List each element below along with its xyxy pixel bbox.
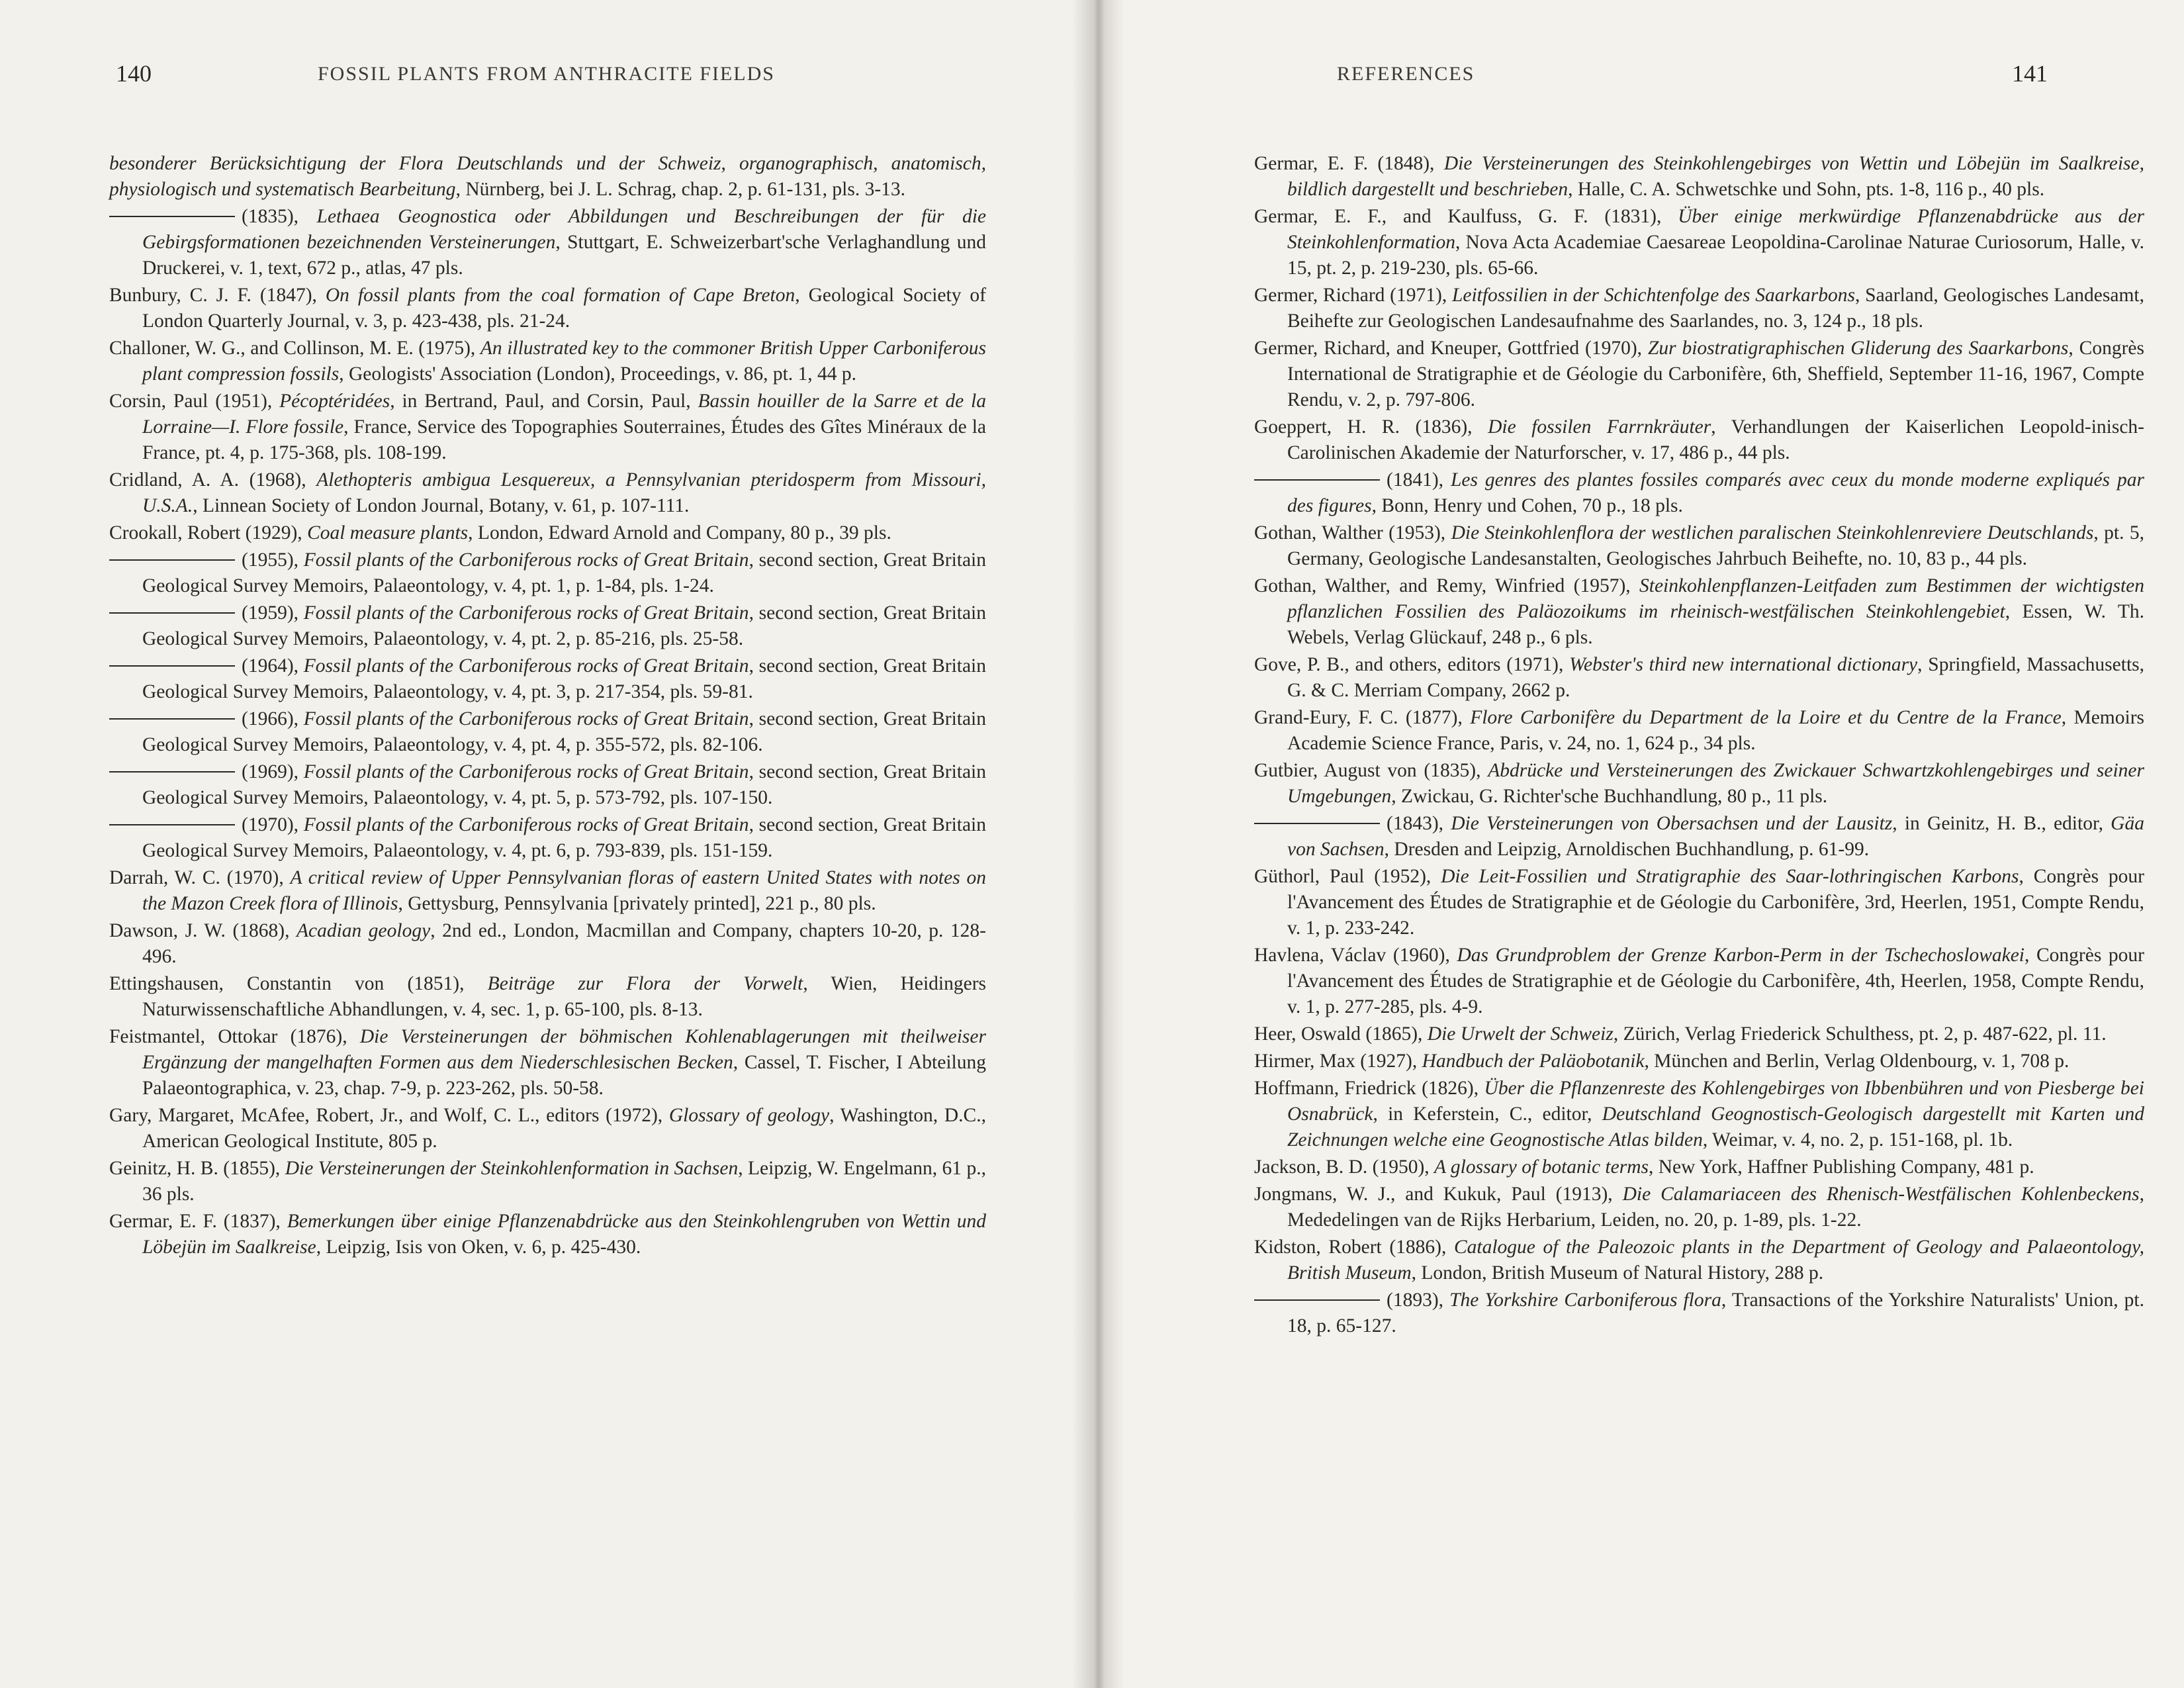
reference-entry <box>1254 204 2144 281</box>
reference-entry <box>1254 1076 2144 1153</box>
reference-author: (1841), <box>1387 469 1451 491</box>
reference-details: , Saarland, Geologisches Landesamt, Beihefte zur Geologischen Landesaufnahme des Saarlandes, no. 3, 124 p., 18 pls. <box>1287 285 2144 332</box>
reference-title: Catalogue of the Paleozoic plants in the Department of Geology and Palaeontology, British Museum <box>1287 1237 2144 1284</box>
reference-details: , Gettysburg, Pennsylvania [privately printed], 221 p., 80 pls. <box>398 893 876 914</box>
reference-title: Flore Carbonifère du Department de la Loire et du Centre de la France <box>1470 707 2062 728</box>
reference-details: , London, British Museum of Natural History, 288 p. <box>1411 1262 1824 1284</box>
reference-details: , Zürich, Verlag Friederick Schulthess, pt. 2, p. 487-622, pl. 11. <box>1613 1023 2107 1045</box>
reference-entry <box>109 1103 986 1154</box>
reference-author: Jongmans, W. J., and Kukuk, Paul (1913), <box>1254 1184 1623 1205</box>
reference-entry <box>109 1156 986 1207</box>
reference-title: Gäa von Sachsen <box>1287 813 2144 860</box>
reference-title: Fossil plants of the Carboniferous rocks of Great Britain <box>303 602 749 624</box>
same-author-dash <box>109 718 235 720</box>
reference-details: , Wien, Heidingers Naturwissenschaftliche Abhandlungen, v. 4, sec. 1, p. 65-100, pls. 8-13. <box>142 973 987 1020</box>
reference-entry <box>1254 705 2144 757</box>
reference-author: Crookall, Robert (1929), <box>109 522 308 543</box>
reference-entry <box>109 1209 986 1260</box>
reference-title: Handbuch der Paläobotanik <box>1422 1051 1645 1072</box>
reference-details: , Washington, D.C., American Geological Institute, 805 p. <box>142 1105 986 1152</box>
reference-author: Bunbury, C. J. F. (1847), <box>109 285 326 306</box>
reference-author: Germar, E. F. (1837), <box>109 1211 287 1232</box>
reference-title: Die Calamariaceen des Rhenisch-Westfälischen Kohlenbeckens <box>1622 1184 2140 1205</box>
reference-author: Havlena, Václav (1960), <box>1254 945 1457 966</box>
reference-entry <box>109 1024 986 1102</box>
reference-title: Fossil plants of the Carboniferous rocks of Great Britain <box>303 708 749 729</box>
same-author-dash <box>109 665 235 667</box>
reference-details: , Verhandlungen der Kaiserlichen Leopold-inisch-Carolinischen Akademie der Naturforscher, v. 17, 486 p., 44 pls. <box>1287 416 2145 463</box>
reference-details: , Congrès pour l'Avancement des Études de Stratigraphie et de Géologie du Carbonifère, 4th, Heerlen, 1958, Compte Rendu, v. 1, p. 277-285, pls. 4-9. <box>1287 945 2144 1017</box>
reference-title: Über die Pflanzenreste des Kohlengebirges von Ibbenbühren und von Piesberge bei Osnabrück <box>1287 1078 2144 1125</box>
reference-author: Dawson, J. W. (1868), <box>109 920 296 941</box>
reference-title: besonderer Berücksichtigung der Flora Deutschlands und der Schweiz, organographisch, anatomisch, physiologisch und systematisch Bearbeitung <box>109 153 986 200</box>
reference-entry <box>109 283 986 334</box>
reference-details: , Dresden and Leipzig, Arnoldischen Buchhandlung, p. 61-99. <box>1384 839 1870 860</box>
reference-author: (1964), <box>242 655 304 677</box>
reference-author: (1959), <box>242 602 304 624</box>
reference-details: , Congrès pour l'Avancement des Études de Stratigraphie et de Géologie du Carbonifère, 3rd, Heerlen, 1951, Compte Rendu, v. 1, p. 233-242. <box>1287 866 2144 939</box>
reference-entry <box>1254 1288 2144 1339</box>
reference-title: Abdrücke und Versteinerungen des Zwickauer Schwartzkohlengebirges und seiner Umgebungen <box>1287 760 2144 807</box>
reference-entry <box>1254 943 2144 1020</box>
reference-details: , Springfield, Massachusetts, G. & C. Merriam Company, 2662 p. <box>1287 654 2144 701</box>
reference-title: Bemerkungen über einige Pflanzenabdrücke aus den Steinkohlengruben von Wettin und Löbejün im Saalkreise <box>142 1211 986 1258</box>
reference-author: Heer, Oswald (1865), <box>1254 1023 1428 1045</box>
reference-details: , pt. 5, Germany, Geologische Landesanstalten, Geologisches Jahrbuch Beihefte, no. 10, 83 p., 44 pls. <box>1287 522 2145 569</box>
reference-author: Geinitz, H. B. (1855), <box>109 1158 285 1179</box>
reference-details: , Essen, W. Th. Webels, Verlag Glückauf, 248 p., 6 pls. <box>1287 601 2144 648</box>
reference-entry <box>1254 336 2144 413</box>
reference-entry <box>109 812 986 864</box>
reference-entry <box>109 653 986 705</box>
reference-author: Germar, E. F. (1848), <box>1254 153 1444 174</box>
reference-entry <box>1254 1154 2144 1180</box>
reference-details: , Congrès International de Stratigraphie et de Géologie du Carbonifère, 6th, Sheffield, September 11-16, 1967, Compte Rendu, v. 2, p. 797-806. <box>1287 338 2145 410</box>
reference-details: , Nova Acta Academiae Caesareae Leopoldina-Carolinae Naturae Curiosorum, Halle, v. 15, pt. 2, p. 219-230, pls. 65-66. <box>1287 232 2144 279</box>
reference-author: (1843), <box>1387 813 1451 834</box>
same-author-dash <box>109 771 235 773</box>
reference-author: Germer, Richard (1971), <box>1254 285 1452 306</box>
reference-author: Ettingshausen, Constantin von (1851), <box>109 973 488 994</box>
reference-details: , Stuttgart, E. Schweizerbart'sche Verlaghandlung und Druckerei, v. 1, text, 672 p., atlas, 47 pls. <box>142 232 987 279</box>
reference-entry <box>109 706 986 758</box>
reference-details: , Geologists' Association (London), Proceedings, v. 86, pt. 1, 44 p. <box>339 363 857 385</box>
reference-details: , Zwickau, G. Richter'sche Buchhandlung, 80 p., 11 pls. <box>1391 786 1828 807</box>
reference-author: Grand-Eury, F. C. (1877), <box>1254 707 1471 728</box>
reference-title: Die Steinkohlenflora der westlichen paralischen Steinkohlenreviere Deutschlands <box>1451 522 2094 543</box>
reference-details: , London, Edward Arnold and Company, 80 p., 39 pls. <box>468 522 891 543</box>
reference-title: Über einige merkwürdige Pflanzenabdrücke aus der Steinkohlenformation <box>1287 206 2144 253</box>
reference-title: Die Versteinerungen der Steinkohlenformation in Sachsen <box>285 1158 739 1179</box>
reference-title: Les genres des plantes fossiles comparés avec ceux du monde moderne expliqués par des figures <box>1287 469 2144 516</box>
reference-title: Das Grundproblem der Grenze Karbon-Perm in der Tschechoslowakei <box>1457 945 2025 966</box>
reference-author: Cridland, A. A. (1968), <box>109 469 317 491</box>
reference-title: Die Versteinerungen von Obersachsen und der Lausitz <box>1451 813 1893 834</box>
reference-title: Steinkohlenpflanzen-Leitfaden zum Bestimmen der wichtigsten pflanzlichen Fossilien des Paläozoikums im rheinisch-westfälischen Steinkohlengebiet <box>1287 575 2144 622</box>
reference-details: , in Keferstein, C., editor, <box>1373 1103 1602 1125</box>
reference-details: , Geological Society of London Quarterly Journal, v. 3, p. 423-438, pls. 21-24. <box>142 285 986 332</box>
reference-author: Kidston, Robert (1886), <box>1254 1237 1454 1258</box>
same-author-dash <box>1254 1299 1380 1301</box>
book-gutter <box>1072 0 1125 1688</box>
reference-details: , New York, Haffner Publishing Company, 481 p. <box>1648 1156 2034 1178</box>
reference-title: Leitfossilien in der Schichtenfolge des Saarkarbons <box>1451 285 1856 306</box>
reference-details: , Cassel, T. Fischer, I Abteilung Palaeontographica, v. 23, chap. 7-9, p. 223-262, pls. 50-58. <box>142 1052 986 1099</box>
reference-entry <box>109 467 986 519</box>
reference-title: Zur biostratigraphischen Gliderung des Saarkarbons <box>1647 338 2069 359</box>
reference-details: , in Geinitz, H. B., editor, <box>1892 813 2111 834</box>
reference-details: , Transactions of the Yorkshire Naturalists' Union, pt. 18, p. 65-127. <box>1287 1289 2145 1336</box>
reference-title: An illustrated key to the commoner British Upper Carboniferous plant compression fossils <box>142 338 986 385</box>
reference-entry <box>1254 1182 2144 1233</box>
same-author-dash <box>109 216 235 217</box>
reference-title: Lethaea Geognostica oder Abbildungen und Beschreibungen der für die Gebirgsformationen bezeichnenden Versteinerungen <box>142 206 986 253</box>
reference-details: , second section, Great Britain Geological Survey Memoirs, Palaeontology, v. 4, pt. 3, p. 217-354, pls. 59-81. <box>142 655 986 702</box>
reference-list <box>109 151 986 1262</box>
reference-author: Güthorl, Paul (1952), <box>1254 866 1441 887</box>
reference-details: , Nürnberg, bei J. L. Schrag, chap. 2, p. 61-131, pls. 3-13. <box>455 179 906 200</box>
reference-entry <box>109 918 986 970</box>
reference-entry <box>109 865 986 917</box>
reference-title: Die Leit-Fossilien und Stratigraphie des Saar-lothringischen Karbons <box>1441 866 2019 887</box>
reference-details: , second section, Great Britain Geological Survey Memoirs, Palaeontology, v. 4, pt. 4, p. 355-572, pls. 82-106. <box>142 708 986 755</box>
reference-details: , France, Service des Topographies Souterraines, Études des Gîtes Minéraux de la France, pt. 4, p. 175-368, pls. 108-199. <box>142 416 986 463</box>
reference-entry <box>1254 1235 2144 1286</box>
reference-author: (1966), <box>242 708 304 729</box>
running-head: FOSSIL PLANTS FROM ANTHRACITE FIELDS <box>318 63 775 85</box>
reference-entry <box>1254 151 2144 203</box>
reference-entry <box>109 204 986 281</box>
reference-details: , second section, Great Britain Geological Survey Memoirs, Palaeontology, v. 4, pt. 6, p. 793-839, pls. 151-159. <box>142 814 986 861</box>
right-page <box>1092 0 2184 1688</box>
reference-entry <box>1254 573 2144 651</box>
reference-author: Challoner, W. G., and Collinson, M. E. (1975), <box>109 338 480 359</box>
reference-details: , second section, Great Britain Geological Survey Memoirs, Palaeontology, v. 4, pt. 2, p. 85-216, pls. 25-58. <box>142 602 986 649</box>
reference-entry <box>1254 864 2144 941</box>
reference-author: Germer, Richard, and Kneuper, Gottfried (1970), <box>1254 338 1648 359</box>
reference-title: Fossil plants of the Carboniferous rocks of Great Britain <box>303 549 749 571</box>
reference-title: A glossary of botanic terms <box>1434 1156 1649 1178</box>
reference-entry <box>109 971 986 1023</box>
reference-title: Die Versteinerungen des Steinkohlengebirges von Wettin und Löbejün im Saalkreise, bildlich dargestellt und beschrieben <box>1287 153 2144 200</box>
reference-title: Fossil plants of the Carboniferous rocks of Great Britain <box>303 655 749 677</box>
reference-title: Fossil plants of the Carboniferous rocks of Great Britain <box>303 814 749 835</box>
reference-author: (1955), <box>242 549 304 571</box>
reference-author: Gothan, Walther, and Remy, Winfried (1957), <box>1254 575 1640 596</box>
reference-entry <box>109 600 986 652</box>
reference-details: , second section, Great Britain Geological Survey Memoirs, Palaeontology, v. 4, pt. 5, p. 573-792, pls. 107-150. <box>142 761 986 808</box>
reference-title: Coal measure plants <box>307 522 469 543</box>
reference-author: (1969), <box>242 761 304 782</box>
reference-entry <box>109 547 986 599</box>
reference-title: Deutschland Geognostisch-Geologisch dargestellt mit Karten und Zeichnungen welche eine Geognostische Atlas bilden <box>1287 1103 2144 1150</box>
reference-details: , München and Berlin, Verlag Oldenbourg, v. 1, 708 p. <box>1644 1051 2070 1072</box>
same-author-dash <box>109 612 235 614</box>
reference-entry <box>109 336 986 387</box>
reference-title: Fossil plants of the Carboniferous rocks of Great Britain <box>303 761 749 782</box>
reference-entry <box>109 151 986 203</box>
reference-author: Corsin, Paul (1951), <box>109 391 280 412</box>
reference-entry <box>109 389 986 466</box>
reference-author: Gothan, Walther (1953), <box>1254 522 1451 543</box>
reference-title: Acadian geology <box>296 920 431 941</box>
reference-title: Bassin houiller de la Sarre et de la Lorraine—I. Flore fossile <box>142 391 986 438</box>
reference-entry <box>1254 414 2144 466</box>
reference-details: , second section, Great Britain Geological Survey Memoirs, Palaeontology, v. 4, pt. 1, p. 1-84, pls. 1-24. <box>142 549 986 596</box>
reference-author: Germar, E. F., and Kaulfuss, G. F. (1831), <box>1254 206 1678 227</box>
reference-author: Jackson, B. D. (1950), <box>1254 1156 1435 1178</box>
reference-entry <box>1254 520 2144 572</box>
reference-entry <box>1254 1021 2144 1047</box>
page-number: 141 <box>2012 60 2048 87</box>
reference-details: , Weimar, v. 4, no. 2, p. 151-168, pl. 1b. <box>1702 1129 2013 1150</box>
reference-title: Die fossilen Farrnkräuter <box>1488 416 1711 438</box>
reference-details: , 2nd ed., London, Macmillan and Company, chapters 10-20, p. 128-496. <box>142 920 986 967</box>
reference-author: Hirmer, Max (1927), <box>1254 1051 1422 1072</box>
same-author-dash <box>109 559 235 561</box>
reference-author: Gove, P. B., and others, editors (1971), <box>1254 654 1570 675</box>
reference-author: Darrah, W. C. (1970), <box>109 867 291 888</box>
reference-title: Pécoptéridées <box>279 391 390 412</box>
reference-details: , Leipzig, W. Engelmann, 61 p., 36 pls. <box>142 1158 986 1205</box>
reference-details: , Bonn, Henry und Cohen, 70 p., 18 pls. <box>1371 495 1683 516</box>
reference-author: Goeppert, H. R. (1836), <box>1254 416 1488 438</box>
reference-title: Beiträge zur Flora der Vorwelt <box>487 973 803 994</box>
reference-entry <box>1254 758 2144 810</box>
reference-entry <box>1254 811 2144 863</box>
reference-details: , Linnean Society of London Journal, Botany, v. 61, p. 107-111. <box>193 495 690 516</box>
reference-details: , Memoirs Academie Science France, Paris, v. 24, no. 1, 624 p., 34 pls. <box>1287 707 2144 754</box>
reference-title: The Yorkshire Carboniferous flora <box>1449 1289 1721 1311</box>
reference-entry <box>1254 283 2144 334</box>
reference-title: Alethopteris ambigua Lesquereux, a Pennsylvanian pteridosperm from Missouri, U.S.A. <box>142 469 986 516</box>
reference-author: (1893), <box>1387 1289 1450 1311</box>
reference-entry <box>1254 1049 2144 1074</box>
reference-details: , Leipzig, Isis von Oken, v. 6, p. 425-430. <box>316 1237 641 1258</box>
reference-title: Die Versteinerungen der böhmischen Kohlenablagerungen mit theilweiser Ergänzung der mangelhaften Formen aus dem Niederschlesischen Becken <box>142 1026 986 1073</box>
reference-title: Die Urwelt der Schweiz <box>1427 1023 1614 1045</box>
reference-author: Gutbier, August von (1835), <box>1254 760 1488 781</box>
reference-entry <box>1254 652 2144 704</box>
running-head: REFERENCES <box>1337 63 1475 85</box>
reference-author: Hoffmann, Friedrick (1826), <box>1254 1078 1484 1099</box>
reference-title: Glossary of geology <box>668 1105 830 1126</box>
reference-details: , Halle, C. A. Schwetschke und Sohn, pts. 1-8, 116 p., 40 pls. <box>1568 179 2045 200</box>
reference-details: , in Bertrand, Paul, and Corsin, Paul, <box>390 391 698 412</box>
reference-list <box>1254 151 2144 1340</box>
reference-title: On fossil plants from the coal formation of Cape Breton <box>325 285 796 306</box>
reference-author: (1835), <box>242 206 317 227</box>
page-number: 140 <box>116 60 152 87</box>
reference-entry <box>109 759 986 811</box>
reference-details: , Mededelingen van de Rijks Herbarium, Leiden, no. 20, p. 1-89, pls. 1-22. <box>1287 1184 2144 1231</box>
same-author-dash <box>1254 479 1380 481</box>
reference-title: Webster's third new international dictionary <box>1569 654 1918 675</box>
same-author-dash <box>1254 823 1380 824</box>
reference-entry <box>109 520 986 546</box>
reference-title: A critical review of Upper Pennsylvanian floras of eastern United States with notes on the Mazon Creek flora of Illinois <box>142 867 986 914</box>
reference-author: Feistmantel, Ottokar (1876), <box>109 1026 360 1047</box>
same-author-dash <box>109 824 235 825</box>
reference-author: (1970), <box>242 814 304 835</box>
reference-entry <box>1254 467 2144 519</box>
reference-author: Gary, Margaret, McAfee, Robert, Jr., and Wolf, C. L., editors (1972), <box>109 1105 669 1126</box>
